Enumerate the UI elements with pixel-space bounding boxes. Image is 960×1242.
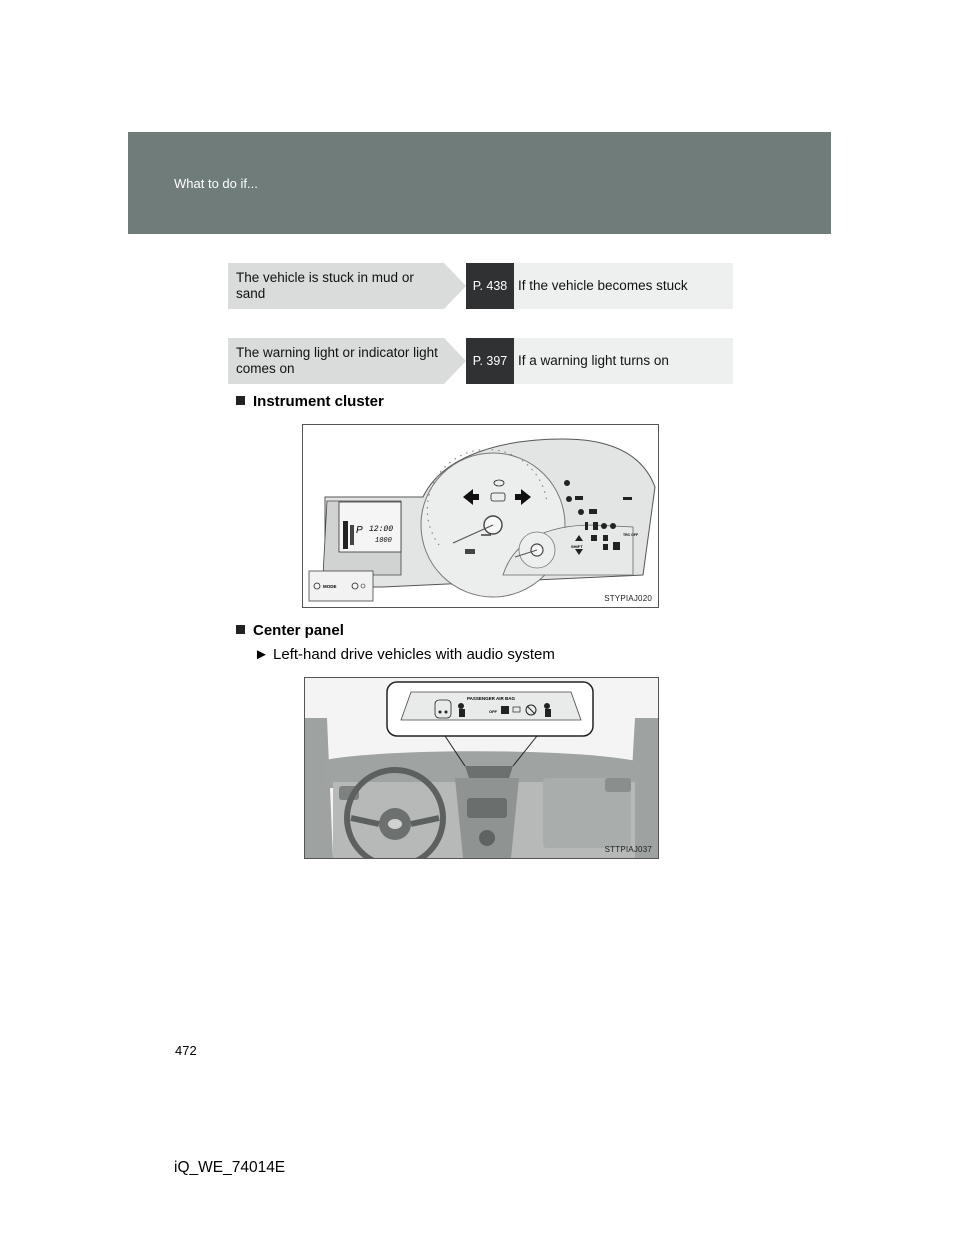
header-band [128, 132, 831, 234]
passenger-seat-icon [458, 703, 464, 709]
page-number: 472 [175, 1043, 197, 1058]
figure-code: STYPIAJ020 [604, 594, 652, 603]
gear-indicator: P [356, 525, 363, 536]
section-heading-text: Center panel [253, 622, 344, 639]
section-heading-text: Instrument cluster [253, 393, 384, 410]
center-panel-illustration [305, 678, 658, 858]
reference-condition [228, 263, 468, 309]
reference-row [228, 338, 733, 384]
page-reference-link[interactable]: P. 438 [466, 263, 514, 309]
trc-off-indicator-label: TRC OFF [623, 533, 639, 537]
page-reference-link[interactable]: P. 397 [466, 338, 514, 384]
reference-action: If a warning light turns on [514, 338, 733, 384]
mode-button-label: MODE [323, 584, 337, 589]
section-heading-center-panel [236, 622, 344, 639]
square-bullet-icon [236, 625, 245, 634]
reference-condition [228, 338, 468, 384]
page-header-title: What to do if... [174, 176, 258, 191]
clock-readout: 12:00 [369, 525, 394, 534]
reference-row [228, 263, 733, 309]
odometer-readout: 1000 [375, 537, 392, 545]
square-bullet-icon [236, 396, 245, 405]
reference-action: If the vehicle becomes stuck [514, 263, 733, 309]
instrument-cluster-figure [302, 424, 659, 608]
condition-text: The vehicle is stuck in mud or sand [236, 270, 414, 301]
center-panel-subheading: ► Left-hand drive vehicles with audio system [254, 646, 555, 663]
document-code: iQ_WE_74014E [174, 1159, 286, 1176]
shift-indicator-label: SHIFT [571, 544, 583, 549]
center-panel-figure [304, 677, 659, 859]
figure-code: STTPIAJ037 [604, 845, 652, 854]
airbag-off-label: OFF [489, 709, 497, 714]
passenger-airbag-label: PASSENGER AIR BAG [466, 696, 516, 701]
instrument-cluster-illustration [303, 425, 658, 607]
condition-text: The warning light or indicator light comes on [236, 345, 438, 376]
section-heading-instrument-cluster [236, 393, 384, 410]
